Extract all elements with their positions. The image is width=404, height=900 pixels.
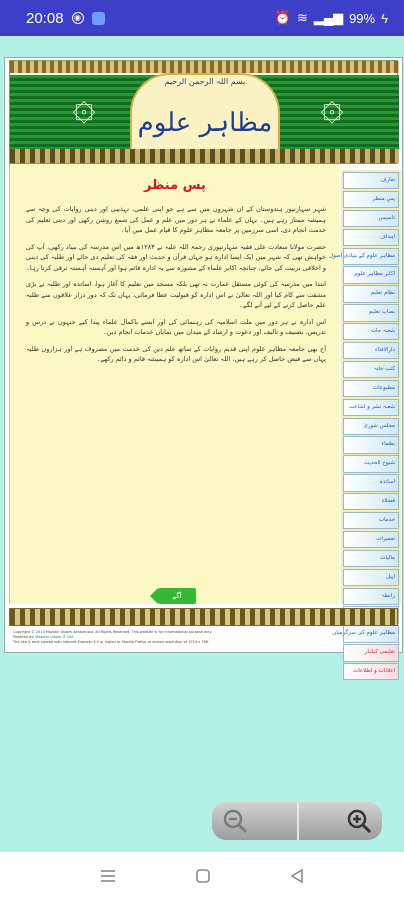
menu-item[interactable]: خدمات (343, 512, 399, 529)
menu-item[interactable]: شعبہ نشر و اشاعت (343, 399, 399, 416)
menu-item[interactable]: نصاب تعلیم (343, 304, 399, 321)
calligraphy-left-icon: ۞ (72, 83, 96, 129)
menu-item[interactable]: کتب خانہ (343, 361, 399, 378)
zoom-out-button[interactable] (212, 802, 297, 840)
app-notification-icon (92, 12, 105, 25)
article-paragraph: شہر سہارنپور ہندوستان کے ان شہروں میں سے ہے جو اپنی علمی، تہذیبی اور دینی روایات کی وجہ سے ہمیشہ ممتاز رہے ہیں۔ یہاں کے علماء نے ہر دور میں علم و عمل کی شمع روشن رکھی اور دینی تعلیم کی خدمت انجام دی، اسی سرزمین پر جامعہ مظاہر علوم کا قیام عمل میں آیا۔ (26, 205, 326, 234)
powered-by-label: Powered by: (13, 635, 35, 639)
next-page-button[interactable]: آگے (158, 588, 196, 604)
menu-item[interactable]: شعبہ جات (343, 323, 399, 340)
article-paragraph: ابتدا میں مدرسہ کی کوئی مستقل عمارت نہ تھی بلکہ مسجد میں تعلیم کا آغاز ہوا، اساتذہ اور طلبہ نے بڑی مشقت سے کام کیا اور اللہ تعالیٰ نے اس ادارہ کو قبولیت عطا فرمائی، یہاں تک کہ دور دراز علاقوں سے طلبہ علم حاصل کرنے کے لیے آنے لگے۔ (26, 280, 326, 309)
site-subtitle: بسم اللہ الرحمن الرحیم (164, 77, 246, 86)
menu-item[interactable]: مجلس شوریٰ (343, 418, 399, 435)
copyright-line: Copyright © 2013 Mazahir Uloom Saharanpur. All Rights Reserved. This website is for informational purpose only. (13, 630, 213, 634)
menu-item[interactable]: تعارف (343, 172, 399, 189)
menu-item[interactable]: اساتذہ (343, 474, 399, 491)
alarm-icon: ⏰ (274, 10, 291, 25)
article-paragraph: آج بھی جامعہ مظاہر علوم اپنی قدیم روایات کے ساتھ علم دین کی خدمت میں مصروف ہے اور ہزاروں طلبہ یہاں سے فیض حاصل کر رہے ہیں، اللہ تعالیٰ اس ادارہ کو ہمیشہ قائم و دائم رکھے۔ (26, 344, 326, 363)
status-left (26, 10, 105, 27)
navigation-bar (0, 852, 404, 900)
menu-item[interactable]: اکابر مظاہر علوم (343, 266, 399, 283)
menu-item[interactable]: رابطہ (343, 588, 399, 605)
charging-icon: ϟ (381, 10, 388, 26)
article-content (9, 164, 339, 604)
menu-item[interactable]: دارالافتاء (343, 342, 399, 359)
article-body (26, 204, 326, 371)
article-paragraph: حضرت مولانا سعادت علی فقیہ سہارنپوری رحمۃ اللہ علیہ نے ۱۲۸۳ھ میں اس مدرسہ کی بنیاد رکھی، آپ کی خواہش تھی کہ شہر میں ایک ایسا ادارہ ہو جہاں قرآن و حدیث اور فقہ کی تعلیم دی جائے اور طلبہ کی دینی و اخلاقی تربیت کی جائے، چنانچہ اکابر علماء کے مشورہ سے یہ ادارہ قائم ہوا اور آہستہ آہستہ ترقی کرتا رہا۔ (26, 242, 327, 272)
back-icon[interactable] (289, 868, 305, 884)
menu-item[interactable]: مظاہر علوم کی سرگرمیاں (343, 625, 399, 642)
signal-icon: ▂▄▆ (313, 10, 344, 25)
menu-item[interactable]: مطبوعات (343, 380, 399, 397)
menu-item[interactable]: شیوخ الحدیث (343, 455, 399, 472)
menu-item[interactable]: اہداف (343, 229, 399, 246)
header-bottom-border (10, 149, 399, 163)
menu-item[interactable]: پس منظر (343, 191, 399, 208)
menu-item[interactable]: نظماء (343, 436, 399, 453)
footer-border (9, 608, 398, 626)
menu-item[interactable]: مظاہر علوم کے بنیادی اصول (343, 248, 399, 265)
site-logo[interactable] (130, 73, 280, 155)
menu-item[interactable]: تعمیرات (343, 531, 399, 548)
side-menu (329, 170, 401, 675)
status-right (275, 10, 388, 26)
site-title: مظاہر علوم (137, 108, 273, 138)
status-bar (0, 0, 404, 36)
menu-item[interactable]: اپیل (343, 569, 399, 586)
home-icon[interactable] (195, 868, 211, 884)
menu-item[interactable]: اعلانات و اطلاعات (343, 663, 399, 680)
article-paragraph: اس ادارہ نے ہر دور میں ملت اسلامیہ کی رہنمائی کی اور ایسے باکمال علماء پیدا کیے جنہوں نے درس و تدریس، تصنیف و تالیف اور دعوت و ارشاد کے میدان میں نمایاں خدمات انجام دیں۔ (26, 317, 326, 336)
menu-item[interactable]: مالیات (343, 550, 399, 567)
webpage (4, 57, 403, 675)
zoom-in-button[interactable] (297, 802, 382, 840)
zoom-in-icon (346, 808, 372, 834)
zoom-out-icon (222, 808, 248, 834)
article-title: پس منظر (144, 178, 206, 193)
status-time: 20:08 (26, 9, 64, 27)
menu-item[interactable]: فضلاء (343, 493, 399, 510)
recent-apps-icon[interactable] (99, 868, 117, 884)
wifi-icon: ≋ (296, 10, 308, 25)
copyright-text (13, 630, 383, 645)
header-top-border (10, 61, 399, 73)
calligraphy-right-icon: ۞ (320, 83, 344, 129)
menu-item[interactable]: تعلیمی کیلنڈر (343, 644, 399, 661)
menu-item[interactable]: نظام تعلیم (343, 285, 399, 302)
powered-by-link[interactable]: Mazahir Uloom IT Cell (35, 635, 74, 639)
menu-item[interactable]: تاسیس (343, 210, 399, 227)
battery-level: 99% (349, 10, 376, 26)
zoom-control (212, 802, 382, 840)
browser-note: The site is best viewed with Internet Explorer 8.0 or higher or Mozilla Firefox at screen resolution of 1024 x 768. (13, 640, 210, 644)
site-header (9, 60, 398, 164)
notification-icon: ◉ (72, 12, 84, 24)
